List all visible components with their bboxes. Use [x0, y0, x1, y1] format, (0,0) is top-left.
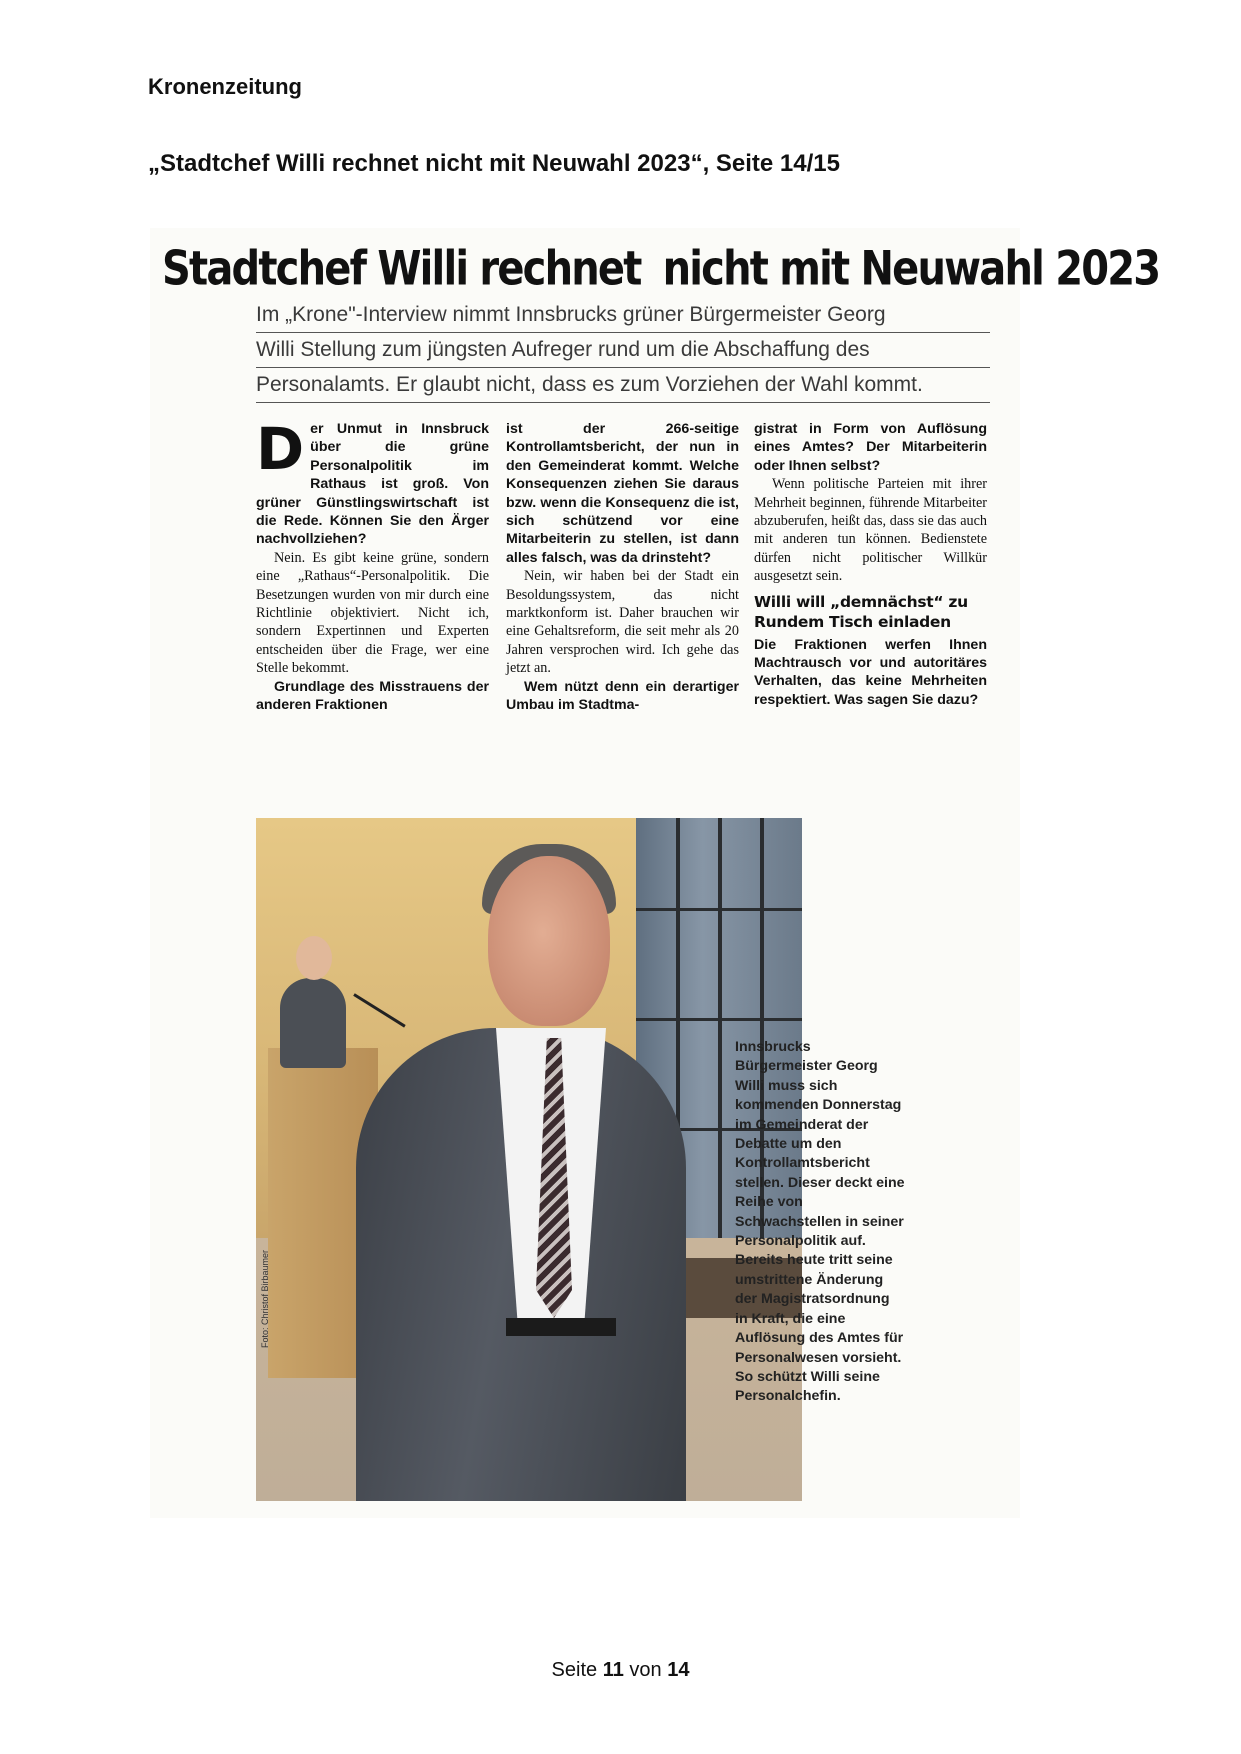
photo-person-belt — [506, 1318, 616, 1336]
interview-answer: Nein. Es gibt keine grüne, sondern eine „Rathaus“-Personalpolitik. Die Besetzungen wurden von mir durch eine Richtlinie objektiviert. Nicht ich, sondern Expertinnen und Experten entscheiden über die Frage, wer eine Stelle bekommt. — [256, 549, 489, 677]
photo-speaker — [280, 978, 346, 1068]
interview-answer: Nein, wir haben bei der Stadt ein Besoldungssystem, das nicht marktkonform ist. Daher brauchen wir eine Gehaltsreform, die seit mehr als 20 Jahren versprochen wird. Ich gehe das jetzt an. — [506, 568, 739, 677]
page-number-total: 14 — [667, 1659, 690, 1681]
page-number-prefix: Seite — [551, 1659, 598, 1681]
interview-question: Grundlage des Misstrauens der anderen Fraktionen — [256, 678, 489, 714]
teaser-line: Im „Krone"-Interview nimmt Innsbrucks grüner Bürgermeister Georg — [256, 298, 990, 333]
document-reference: „Stadtchef Willi rechnet nicht mit Neuwahl 2023“, Seite 14/15 — [148, 150, 840, 177]
teaser-line: Personalamts. Er glaubt nicht, dass es zum Vorziehen der Wahl kommt. — [256, 368, 990, 403]
article-teaser — [256, 298, 990, 403]
headline-part-2: nicht mit Neuwahl 2023 — [662, 242, 1160, 297]
interview-question: Wem nützt denn ein derartiger Umbau im Stadtma- — [506, 678, 739, 714]
drop-cap: D — [256, 415, 305, 483]
photo-speaker-head — [296, 936, 332, 980]
interview-answer: Wenn politische Parteien mit ihrer Mehrheit beginnen, führende Mitarbeiter abzuberufen, heißt das, dass sie das auch mit anderen tun können. Bedienstete dürfen nicht politischer Willkür ausgesetzt sein. — [754, 476, 987, 585]
article-column-1 — [256, 415, 489, 715]
teaser-line: Willi Stellung zum jüngsten Aufreger rund um die Abschaffung des — [256, 333, 990, 368]
interview-question: ist der 266-seitige Kontrollamtsbericht, der nun in den Gemeinderat kommt. Welche Konsequenzen ziehen Sie daraus bzw. wenn die Konsequenz die ist, sich schützend vor eine Mitarbeiterin zu stellen, ist dann alles falsch, was da drinsteht? — [506, 421, 739, 566]
interview-question: Die Fraktionen werfen Ihnen Machtrausch vor und autoritäres Verhalten, das keine Mehrheiten respektiert. Was sagen Sie dazu? — [754, 636, 987, 708]
article-photo — [256, 818, 802, 1501]
document-source: Kronenzeitung — [148, 74, 302, 99]
page-number — [0, 1659, 1241, 1682]
photo-person-head — [488, 856, 610, 1026]
page-number-middle: von — [629, 1659, 662, 1681]
headline-part-1: Stadtchef Willi rechnet — [162, 242, 641, 297]
article-subhead: Willi will „demnächst“ zu Rundem Tisch einladen — [754, 592, 968, 631]
article-column-2 — [506, 420, 739, 715]
photo-credit: Foto: Christof Birbaumer — [260, 1249, 270, 1348]
interview-question: gistrat in Form von Auflösung eines Amtes? Der Mitarbeiterin oder Ihnen selbst? — [754, 421, 987, 474]
article-column-3 — [754, 420, 987, 709]
page-number-current: 11 — [602, 1659, 624, 1681]
article-headline — [162, 242, 1159, 296]
photo-caption: Innsbrucks Bürgermeister Georg Willi muss sich kommenden Donnerstag im Gemeinderat der Debatte um den Kontrollamtsbericht stellen. Dieser deckt eine Reihe von Schwachstellen in seiner Personalpolitik auf. Bereits heute tritt seine umstrittene Änderung der Magistratsordnung in Kraft, die eine Auflösung des Amtes für Personalwesen vorsieht. So schützt Willi seine Personalchefin. — [735, 1039, 905, 1405]
newspaper-clipping — [150, 228, 1160, 1518]
interview-question: er Unmut in Innsbruck über die grüne Personalpolitik im Rathaus ist groß. Von grüner Günstlingswirtschaft ist die Rede. Können Sie den Ärger nachvollziehen? — [256, 421, 489, 548]
